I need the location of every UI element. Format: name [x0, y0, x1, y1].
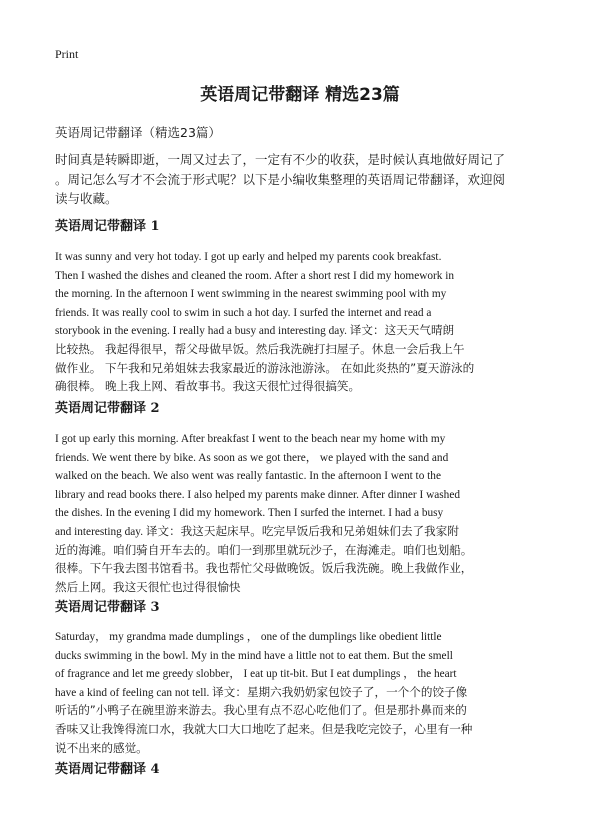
- document-title: 英语周记带翻译 精选23篇: [200, 85, 400, 105]
- section-body-3: [55, 628, 550, 758]
- body-line: friends. It was really cool to swim in such a hot day. I surfed the internet and read a: [55, 306, 432, 319]
- section-body-2: [55, 430, 550, 597]
- section-heading-1: 英语周记带翻译 1: [55, 219, 160, 234]
- section-heading-2: 英语周记带翻译 2: [55, 401, 160, 416]
- body-line: walked on the beach. We also went was really fantastic. In the afternoon I went to the: [55, 470, 441, 483]
- intro-paragraph: [55, 150, 550, 209]
- body-line: of fragrance and let me greedy slobber， I eat up tit-bit. But I eat dumplings ， the heart: [55, 668, 457, 681]
- body-line: Then I washed the dishes and cleaned the room. After a short rest I did my homework in: [55, 269, 455, 282]
- intro-line: 时间真是转瞬即逝，一周又过去了，一定有不少的收获，是时候认真地做好周记了: [55, 152, 506, 167]
- body-line: the morning. In the afternoon I went swimming in the nearest swimming pool with my: [55, 288, 447, 301]
- body-line: 说不出来的感觉。: [55, 740, 148, 755]
- intro-line: 。周记怎么写才不会流于形式呢？以下是小编收集整理的英语周记带翻译，欢迎阅: [55, 171, 506, 187]
- intro-line: 读与收藏。: [55, 191, 118, 206]
- body-line: the dishes. In the evening I did my homework. Then I surfed the internet. I had a busy: [55, 507, 444, 520]
- body-line: ducks swimming in the bowl. My in the mind have a little not to eat them. But the smell: [55, 649, 453, 662]
- body-line: 然后上网。我这天很忙也过得很愉快: [55, 579, 241, 594]
- body-line: 近的海滩。咱们骑自开车去的。咱们一到那里就玩沙子，在海滩走。咱们也划船。: [55, 542, 473, 557]
- section-heading-4: 英语周记带翻译 4: [55, 762, 160, 777]
- document-subtitle: 英语周记带翻译（精选23篇）: [55, 125, 221, 140]
- body-line: 很棒。下午我去图书馆看书。我也帮忙父母做晚饭。饭后我洗碗。晚上我做作业，: [55, 561, 473, 576]
- print-label: Print: [55, 47, 79, 61]
- section-body-1: [55, 248, 550, 397]
- body-line: friends. We went there by bike. As soon as we got there， we played with the sand and: [55, 451, 449, 464]
- body-line: and interesting day. 译文：我这天起床早。吃完早饭后我和兄弟姐妹们去了我家附: [55, 523, 459, 538]
- body-line: 听话的”小鸭子在碗里游来游去。我心里有点不忍心吃他们了。但是那扑鼻而来的: [55, 703, 467, 718]
- body-line: storybook in the evening. I really had a busy and interesting day. 译文：这天天气晴朗: [55, 323, 455, 338]
- body-line: 比较热。 我起得很早，帮父母做早饭。然后我洗碗打扫屋子。休息一会后我上午: [55, 341, 465, 356]
- body-line: 香味又让我馋得流口水，我就大口大口地吃了起来。但是我吃完饺子，心里有一种: [55, 721, 473, 736]
- body-line: have a kind of feeling can not tell. 译文：星期六我奶奶家包饺子了，一个个的饺子像: [55, 684, 468, 699]
- body-line: library and read books there. I also helped my parents make dinner. After dinner I washed: [55, 488, 460, 501]
- body-line: 确很棒。 晚上我上网、看故事书。我这天很忙过得很搞笑。: [55, 379, 361, 394]
- body-line: Saturday， my grandma made dumplings ， one of the dumplings like obedient little: [55, 631, 442, 643]
- section-heading-3: 英语周记带翻译 3: [55, 600, 160, 615]
- body-line: 做作业。 下午我和兄弟姐妹去我家最近的游泳池游泳。 在如此炎热的”夏天游泳的: [55, 360, 475, 375]
- body-line: I got up early this morning. After breakfast I went to the beach near my home with my: [55, 433, 446, 445]
- body-line: It was sunny and very hot today. I got up early and helped my parents cook breakfast.: [55, 251, 442, 263]
